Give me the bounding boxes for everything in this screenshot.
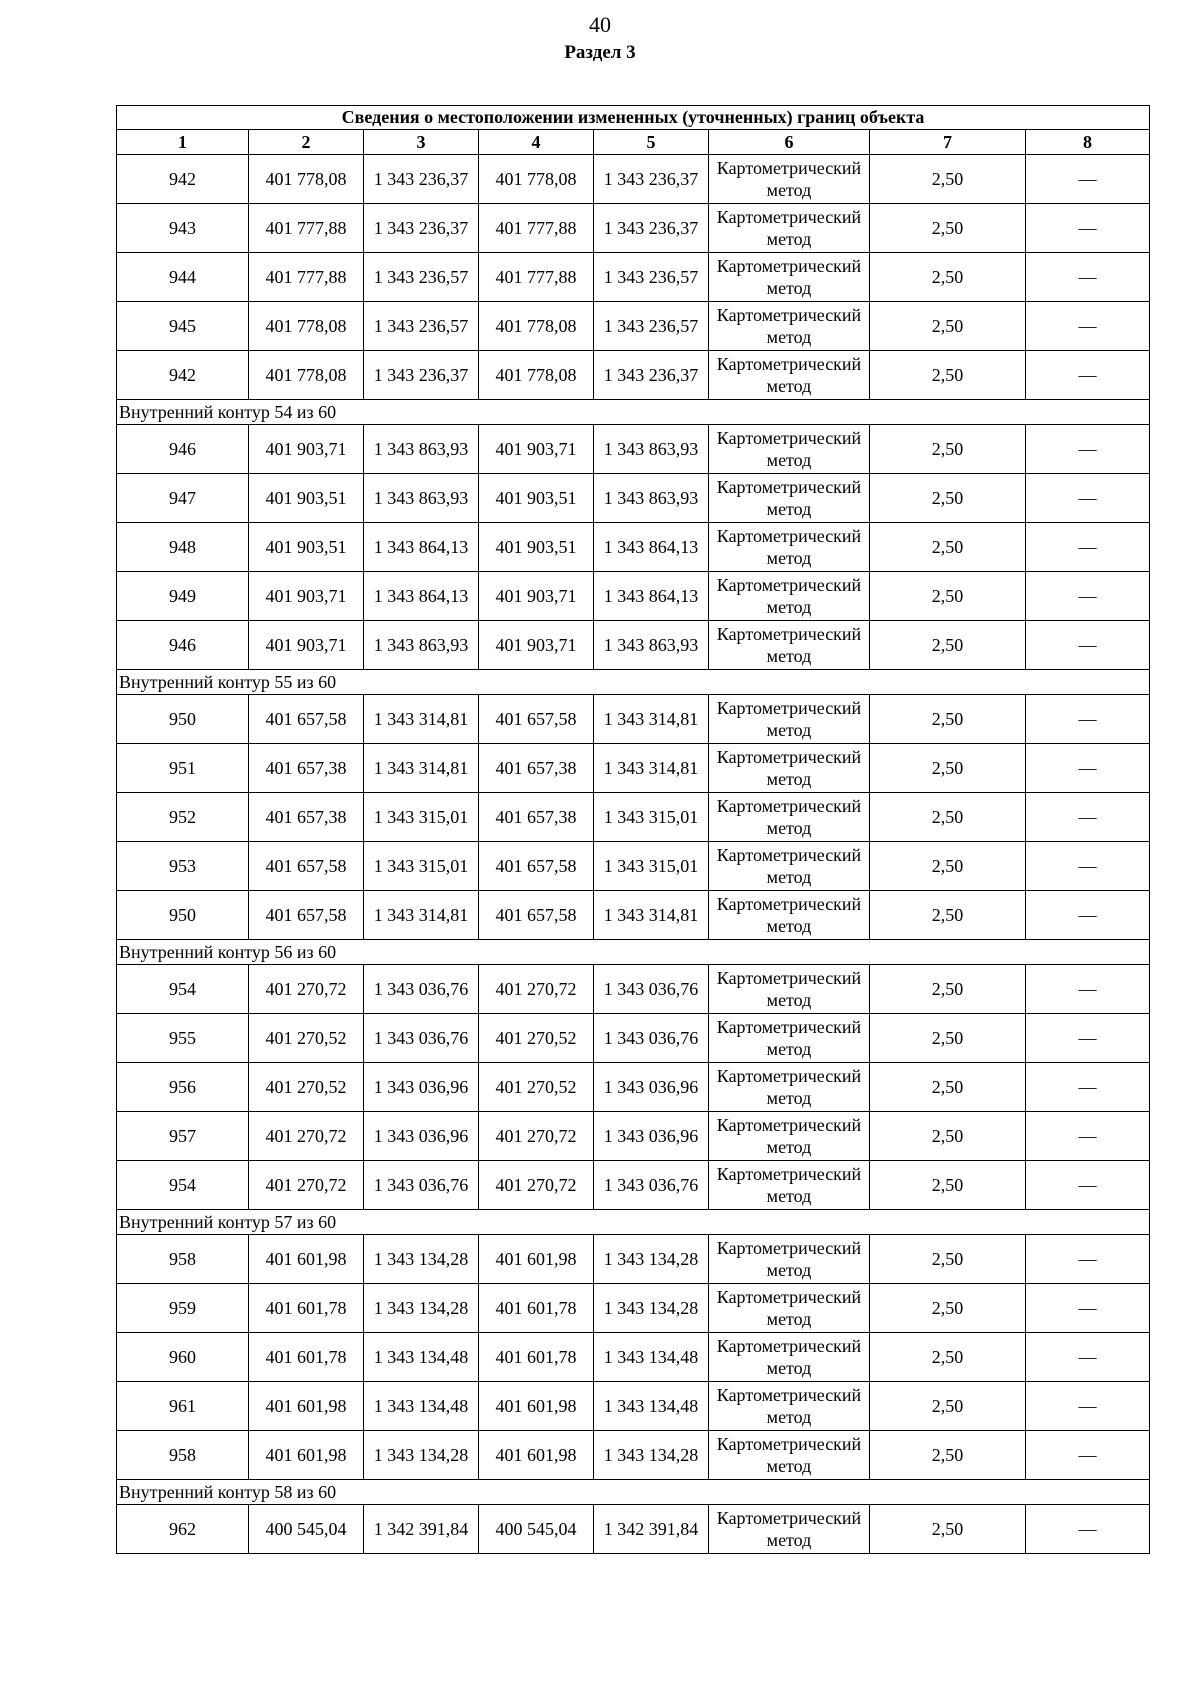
table-caption-row	[117, 106, 1150, 130]
y-coordinate-refined: 1 343 314,81	[594, 695, 709, 744]
method-cell: Картометрический метод	[709, 1112, 870, 1161]
method-cell: Картометрический метод	[709, 891, 870, 940]
column-header: 4	[479, 130, 594, 155]
method-cell: Картометрический метод	[709, 253, 870, 302]
accuracy-cell: 2,50	[870, 793, 1026, 842]
y-coordinate: 1 343 134,28	[364, 1431, 479, 1480]
table-row	[117, 793, 1150, 842]
y-coordinate-refined: 1 343 134,48	[594, 1333, 709, 1382]
table-row	[117, 1063, 1150, 1112]
point-number: 950	[117, 695, 249, 744]
point-number: 948	[117, 523, 249, 572]
y-coordinate: 1 343 036,76	[364, 1161, 479, 1210]
accuracy-cell: 2,50	[870, 351, 1026, 400]
accuracy-cell: 2,50	[870, 474, 1026, 523]
x-coordinate: 401 778,08	[249, 351, 364, 400]
accuracy-cell: 2,50	[870, 523, 1026, 572]
accuracy-cell: 2,50	[870, 253, 1026, 302]
note-cell: —	[1026, 695, 1150, 744]
x-coordinate: 401 903,51	[249, 523, 364, 572]
x-coordinate: 401 657,58	[249, 842, 364, 891]
table-row	[117, 621, 1150, 670]
column-header: 7	[870, 130, 1026, 155]
x-coordinate-refined: 401 903,71	[479, 621, 594, 670]
method-cell: Картометрический метод	[709, 1284, 870, 1333]
method-cell: Картометрический метод	[709, 695, 870, 744]
method-cell: Картометрический метод	[709, 1505, 870, 1554]
x-coordinate: 401 657,58	[249, 695, 364, 744]
point-number: 944	[117, 253, 249, 302]
table-row	[117, 302, 1150, 351]
x-coordinate-refined: 401 657,38	[479, 793, 594, 842]
contour-heading-row	[117, 1210, 1150, 1235]
x-coordinate: 401 777,88	[249, 204, 364, 253]
point-number: 956	[117, 1063, 249, 1112]
x-coordinate-refined: 401 903,51	[479, 523, 594, 572]
y-coordinate-refined: 1 343 863,93	[594, 474, 709, 523]
contour-label: Внутренний контур 56 из 60	[117, 940, 1150, 965]
y-coordinate-refined: 1 343 236,37	[594, 204, 709, 253]
x-coordinate-refined: 401 601,98	[479, 1235, 594, 1284]
point-number: 946	[117, 621, 249, 670]
column-header: 5	[594, 130, 709, 155]
accuracy-cell: 2,50	[870, 1431, 1026, 1480]
method-cell: Картометрический метод	[709, 1063, 870, 1112]
method-cell: Картометрический метод	[709, 572, 870, 621]
accuracy-cell: 2,50	[870, 1161, 1026, 1210]
y-coordinate-refined: 1 343 863,93	[594, 425, 709, 474]
table-row	[117, 842, 1150, 891]
y-coordinate: 1 343 864,13	[364, 523, 479, 572]
note-cell: —	[1026, 842, 1150, 891]
accuracy-cell: 2,50	[870, 1333, 1026, 1382]
accuracy-cell: 2,50	[870, 842, 1026, 891]
contour-heading-row	[117, 1480, 1150, 1505]
x-coordinate: 401 777,88	[249, 253, 364, 302]
table-caption: Сведения о местоположении измененных (уточненных) границ объекта	[117, 106, 1150, 130]
contour-label: Внутренний контур 57 из 60	[117, 1210, 1150, 1235]
table-row	[117, 1014, 1150, 1063]
point-number: 960	[117, 1333, 249, 1382]
accuracy-cell: 2,50	[870, 425, 1026, 474]
y-coordinate-refined: 1 343 134,28	[594, 1431, 709, 1480]
method-cell: Картометрический метод	[709, 793, 870, 842]
x-coordinate: 401 903,71	[249, 621, 364, 670]
table-row	[117, 1333, 1150, 1382]
x-coordinate: 401 270,52	[249, 1014, 364, 1063]
accuracy-cell: 2,50	[870, 891, 1026, 940]
y-coordinate: 1 343 314,81	[364, 744, 479, 793]
contour-label: Внутренний контур 58 из 60	[117, 1480, 1150, 1505]
column-header: 2	[249, 130, 364, 155]
note-cell: —	[1026, 1333, 1150, 1382]
contour-heading-row	[117, 940, 1150, 965]
accuracy-cell: 2,50	[870, 1112, 1026, 1161]
section-title: Раздел 3	[564, 42, 636, 63]
y-coordinate: 1 343 036,76	[364, 1014, 479, 1063]
table-row	[117, 965, 1150, 1014]
y-coordinate-refined: 1 343 863,93	[594, 621, 709, 670]
point-number: 958	[117, 1235, 249, 1284]
point-number: 942	[117, 351, 249, 400]
y-coordinate: 1 343 134,48	[364, 1333, 479, 1382]
y-coordinate: 1 343 036,76	[364, 965, 479, 1014]
y-coordinate-refined: 1 343 236,57	[594, 302, 709, 351]
y-coordinate-refined: 1 343 134,28	[594, 1235, 709, 1284]
method-cell: Картометрический метод	[709, 1161, 870, 1210]
x-coordinate-refined: 401 777,88	[479, 204, 594, 253]
x-coordinate-refined: 401 778,08	[479, 155, 594, 204]
x-coordinate-refined: 400 545,04	[479, 1505, 594, 1554]
x-coordinate: 401 601,98	[249, 1382, 364, 1431]
method-cell: Картометрический метод	[709, 744, 870, 793]
note-cell: —	[1026, 1063, 1150, 1112]
accuracy-cell: 2,50	[870, 1505, 1026, 1554]
note-cell: —	[1026, 1284, 1150, 1333]
accuracy-cell: 2,50	[870, 621, 1026, 670]
x-coordinate: 401 270,72	[249, 1161, 364, 1210]
point-number: 954	[117, 965, 249, 1014]
y-coordinate: 1 343 864,13	[364, 572, 479, 621]
x-coordinate: 401 270,52	[249, 1063, 364, 1112]
accuracy-cell: 2,50	[870, 1235, 1026, 1284]
y-coordinate: 1 342 391,84	[364, 1505, 479, 1554]
method-cell: Картометрический метод	[709, 1333, 870, 1382]
note-cell: —	[1026, 425, 1150, 474]
method-cell: Картометрический метод	[709, 351, 870, 400]
point-number: 945	[117, 302, 249, 351]
note-cell: —	[1026, 204, 1150, 253]
x-coordinate: 401 657,38	[249, 744, 364, 793]
x-coordinate: 400 545,04	[249, 1505, 364, 1554]
note-cell: —	[1026, 1431, 1150, 1480]
note-cell: —	[1026, 523, 1150, 572]
x-coordinate: 401 657,58	[249, 891, 364, 940]
x-coordinate-refined: 401 777,88	[479, 253, 594, 302]
x-coordinate-refined: 401 657,58	[479, 695, 594, 744]
table-row	[117, 1235, 1150, 1284]
table-row	[117, 1112, 1150, 1161]
column-header-row	[117, 130, 1150, 155]
method-cell: Картометрический метод	[709, 1235, 870, 1284]
note-cell: —	[1026, 891, 1150, 940]
accuracy-cell: 2,50	[870, 695, 1026, 744]
x-coordinate: 401 778,08	[249, 155, 364, 204]
table-row	[117, 1284, 1150, 1333]
point-number: 952	[117, 793, 249, 842]
y-coordinate: 1 343 863,93	[364, 425, 479, 474]
note-cell: —	[1026, 744, 1150, 793]
method-cell: Картометрический метод	[709, 1014, 870, 1063]
y-coordinate: 1 343 134,28	[364, 1284, 479, 1333]
method-cell: Картометрический метод	[709, 523, 870, 572]
note-cell: —	[1026, 965, 1150, 1014]
note-cell: —	[1026, 351, 1150, 400]
table-row	[117, 1505, 1150, 1554]
x-coordinate: 401 270,72	[249, 965, 364, 1014]
y-coordinate-refined: 1 343 864,13	[594, 572, 709, 621]
y-coordinate: 1 343 863,93	[364, 621, 479, 670]
x-coordinate-refined: 401 657,58	[479, 842, 594, 891]
column-header: 1	[117, 130, 249, 155]
y-coordinate-refined: 1 343 236,37	[594, 351, 709, 400]
note-cell: —	[1026, 1235, 1150, 1284]
note-cell: —	[1026, 1112, 1150, 1161]
point-number: 958	[117, 1431, 249, 1480]
table-row	[117, 155, 1150, 204]
point-number: 961	[117, 1382, 249, 1431]
accuracy-cell: 2,50	[870, 204, 1026, 253]
y-coordinate: 1 343 236,37	[364, 351, 479, 400]
y-coordinate: 1 343 236,57	[364, 253, 479, 302]
y-coordinate: 1 343 315,01	[364, 793, 479, 842]
table-row	[117, 572, 1150, 621]
y-coordinate-refined: 1 343 036,96	[594, 1063, 709, 1112]
note-cell: —	[1026, 1014, 1150, 1063]
x-coordinate-refined: 401 657,58	[479, 891, 594, 940]
accuracy-cell: 2,50	[870, 965, 1026, 1014]
y-coordinate-refined: 1 343 236,57	[594, 253, 709, 302]
x-coordinate-refined: 401 601,98	[479, 1382, 594, 1431]
x-coordinate-refined: 401 270,72	[479, 1112, 594, 1161]
x-coordinate-refined: 401 270,72	[479, 965, 594, 1014]
point-number: 949	[117, 572, 249, 621]
x-coordinate: 401 657,38	[249, 793, 364, 842]
method-cell: Картометрический метод	[709, 204, 870, 253]
accuracy-cell: 2,50	[870, 155, 1026, 204]
point-number: 954	[117, 1161, 249, 1210]
y-coordinate-refined: 1 343 036,96	[594, 1112, 709, 1161]
table-row	[117, 351, 1150, 400]
contour-heading-row	[117, 670, 1150, 695]
point-number: 955	[117, 1014, 249, 1063]
point-number: 946	[117, 425, 249, 474]
table-row	[117, 891, 1150, 940]
point-number: 942	[117, 155, 249, 204]
method-cell: Картометрический метод	[709, 302, 870, 351]
point-number: 962	[117, 1505, 249, 1554]
method-cell: Картометрический метод	[709, 842, 870, 891]
note-cell: —	[1026, 621, 1150, 670]
x-coordinate: 401 903,51	[249, 474, 364, 523]
point-number: 957	[117, 1112, 249, 1161]
y-coordinate: 1 343 314,81	[364, 695, 479, 744]
accuracy-cell: 2,50	[870, 302, 1026, 351]
y-coordinate: 1 343 134,28	[364, 1235, 479, 1284]
accuracy-cell: 2,50	[870, 744, 1026, 793]
y-coordinate-refined: 1 343 236,37	[594, 155, 709, 204]
note-cell: —	[1026, 253, 1150, 302]
x-coordinate-refined: 401 601,78	[479, 1333, 594, 1382]
x-coordinate-refined: 401 270,52	[479, 1014, 594, 1063]
method-cell: Картометрический метод	[709, 474, 870, 523]
x-coordinate: 401 601,78	[249, 1333, 364, 1382]
y-coordinate: 1 343 314,81	[364, 891, 479, 940]
x-coordinate-refined: 401 270,52	[479, 1063, 594, 1112]
table-row	[117, 204, 1150, 253]
x-coordinate: 401 270,72	[249, 1112, 364, 1161]
column-header: 8	[1026, 130, 1150, 155]
y-coordinate: 1 343 036,96	[364, 1063, 479, 1112]
x-coordinate-refined: 401 778,08	[479, 351, 594, 400]
y-coordinate: 1 343 134,48	[364, 1382, 479, 1431]
y-coordinate-refined: 1 342 391,84	[594, 1505, 709, 1554]
point-number: 951	[117, 744, 249, 793]
table-row	[117, 744, 1150, 793]
x-coordinate: 401 601,98	[249, 1431, 364, 1480]
table-row	[117, 1161, 1150, 1210]
column-header: 6	[709, 130, 870, 155]
note-cell: —	[1026, 1505, 1150, 1554]
y-coordinate: 1 343 036,96	[364, 1112, 479, 1161]
point-number: 943	[117, 204, 249, 253]
note-cell: —	[1026, 1382, 1150, 1431]
accuracy-cell: 2,50	[870, 572, 1026, 621]
contour-label: Внутренний контур 54 из 60	[117, 400, 1150, 425]
point-number: 947	[117, 474, 249, 523]
boundary-coordinates-table	[116, 105, 1150, 1554]
y-coordinate-refined: 1 343 314,81	[594, 891, 709, 940]
y-coordinate: 1 343 315,01	[364, 842, 479, 891]
y-coordinate: 1 343 236,57	[364, 302, 479, 351]
x-coordinate-refined: 401 601,98	[479, 1431, 594, 1480]
table-row	[117, 695, 1150, 744]
x-coordinate-refined: 401 657,38	[479, 744, 594, 793]
y-coordinate: 1 343 236,37	[364, 204, 479, 253]
contour-label: Внутренний контур 55 из 60	[117, 670, 1150, 695]
x-coordinate: 401 778,08	[249, 302, 364, 351]
y-coordinate-refined: 1 343 036,76	[594, 1161, 709, 1210]
page-number: 40	[589, 12, 611, 37]
contour-heading-row	[117, 400, 1150, 425]
x-coordinate-refined: 401 601,78	[479, 1284, 594, 1333]
x-coordinate: 401 903,71	[249, 572, 364, 621]
method-cell: Картометрический метод	[709, 1382, 870, 1431]
column-header: 3	[364, 130, 479, 155]
point-number: 953	[117, 842, 249, 891]
table-row	[117, 523, 1150, 572]
y-coordinate-refined: 1 343 134,48	[594, 1382, 709, 1431]
x-coordinate: 401 601,98	[249, 1235, 364, 1284]
method-cell: Картометрический метод	[709, 155, 870, 204]
y-coordinate: 1 343 236,37	[364, 155, 479, 204]
y-coordinate-refined: 1 343 134,28	[594, 1284, 709, 1333]
note-cell: —	[1026, 572, 1150, 621]
accuracy-cell: 2,50	[870, 1382, 1026, 1431]
x-coordinate: 401 601,78	[249, 1284, 364, 1333]
y-coordinate: 1 343 863,93	[364, 474, 479, 523]
point-number: 950	[117, 891, 249, 940]
accuracy-cell: 2,50	[870, 1014, 1026, 1063]
note-cell: —	[1026, 793, 1150, 842]
method-cell: Картометрический метод	[709, 621, 870, 670]
y-coordinate-refined: 1 343 315,01	[594, 842, 709, 891]
method-cell: Картометрический метод	[709, 965, 870, 1014]
y-coordinate-refined: 1 343 036,76	[594, 1014, 709, 1063]
table-row	[117, 1431, 1150, 1480]
accuracy-cell: 2,50	[870, 1284, 1026, 1333]
accuracy-cell: 2,50	[870, 1063, 1026, 1112]
y-coordinate-refined: 1 343 314,81	[594, 744, 709, 793]
y-coordinate-refined: 1 343 315,01	[594, 793, 709, 842]
table-row	[117, 474, 1150, 523]
y-coordinate-refined: 1 343 864,13	[594, 523, 709, 572]
table-row	[117, 1382, 1150, 1431]
note-cell: —	[1026, 1161, 1150, 1210]
x-coordinate-refined: 401 778,08	[479, 302, 594, 351]
table-row	[117, 425, 1150, 474]
note-cell: —	[1026, 155, 1150, 204]
x-coordinate-refined: 401 903,71	[479, 425, 594, 474]
x-coordinate-refined: 401 270,72	[479, 1161, 594, 1210]
point-number: 959	[117, 1284, 249, 1333]
table-row	[117, 253, 1150, 302]
x-coordinate-refined: 401 903,71	[479, 572, 594, 621]
x-coordinate: 401 903,71	[249, 425, 364, 474]
note-cell: —	[1026, 302, 1150, 351]
method-cell: Картометрический метод	[709, 425, 870, 474]
y-coordinate-refined: 1 343 036,76	[594, 965, 709, 1014]
note-cell: —	[1026, 474, 1150, 523]
x-coordinate-refined: 401 903,51	[479, 474, 594, 523]
method-cell: Картометрический метод	[709, 1431, 870, 1480]
